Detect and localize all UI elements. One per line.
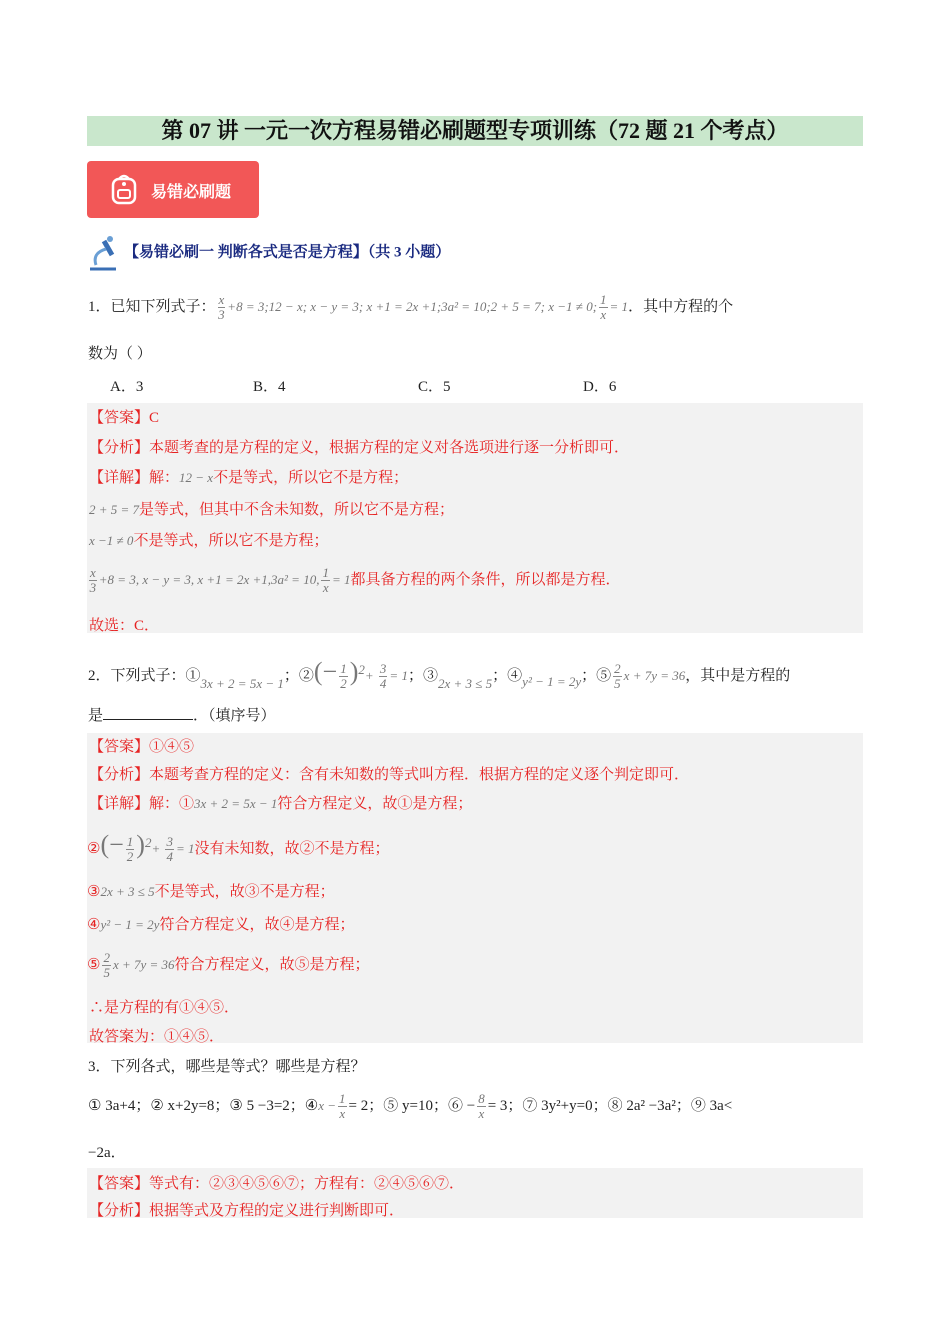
q3-expressions-line2: −2a．: [88, 1145, 126, 1161]
q2-detail-3: ③2x + 3 ≤ 5不是等式，故③不是方程；: [87, 884, 335, 900]
q3-stem: 3．下列各式，哪些是等式？哪些是方程？: [88, 1059, 366, 1075]
q2-answer: 【答案】①④⑤: [89, 739, 195, 755]
q1-conclusion: 故选：C．: [89, 618, 160, 634]
q1-suffix: ．其中方程的个: [628, 299, 734, 315]
q2-conclusion-2: 故答案为：①④⑤．: [89, 1029, 225, 1045]
page-title: 第 07 讲 一元一次方程易错必刷题型专项训练（72 题 21 个考点）: [87, 116, 863, 146]
q2-stem: 2．下列式子：①3x + 2 = 5x − 1；②(− $\frac{1}{2}$ )$^2$+ $\frac{3}{4}$ = 1；③2x + 3 ≤ 5；④y² − 1 = 2y；⑤ $\frac{2}{5}$ x + 7y = 36，其中是方程的: [88, 657, 791, 692]
q1-detail-4: $\frac{x}{3}$ +8 = 3, x − y = 3, x +1 = 2x +1,3a² = 10, $\frac{1}{x}$ = 1都具备方程的两个条件，所以都是方程．: [89, 565, 621, 596]
microscope-icon: [86, 235, 124, 271]
q2-analysis: 【分析】本题考查方程的定义：含有未知数的等式叫方程．根据方程的定义逐个判定即可．: [89, 767, 690, 783]
answer-blank: [103, 719, 193, 720]
fraction: $\frac{x}{3}$: [218, 292, 225, 323]
q1-detail-3: x −1 ≠ 0不是等式，所以它不是方程；: [89, 533, 329, 549]
badge-label: 易错必刷题: [151, 182, 232, 201]
q1-stem-line2: 数为（ ）: [88, 346, 152, 362]
q3-answer: 【答案】等式有：②③④⑤⑥⑦；方程有：②④⑤⑥⑦．: [89, 1176, 465, 1192]
q1-detail-2: 2 + 5 = 7是等式，但其中不含未知数，所以它不是方程；: [89, 502, 455, 518]
q2-detail-4: ④y² − 1 = 2y符合方程定义，故④是方程；: [87, 917, 355, 933]
q1-answer: 【答案】C: [89, 410, 160, 426]
option-c: C．5: [418, 379, 451, 395]
q2-detail-2: ②(− $\frac{1}{2}$ )$^2$+ $\frac{3}{4}$ = 1没有未知数，故②不是方程；: [87, 830, 390, 865]
q1-answer-block: [87, 403, 863, 633]
q1-detail-1: 【详解】解：12 − x不是等式，所以它不是方程；: [89, 470, 409, 486]
q2-detail-5: ⑤ $\frac{2}{5}$ x + 7y = 36符合方程定义，故⑤是方程；: [87, 950, 370, 981]
q1-analysis: 【分析】本题考查的是方程的定义，根据方程的定义对各选项进行逐一分析即可．: [89, 440, 630, 456]
section-badge: [87, 161, 259, 218]
q1-math: = 1: [609, 299, 629, 314]
q2-stem-line2: 是 ．（填序号）: [88, 708, 276, 724]
q2-answer-block: [87, 733, 863, 1043]
option-a: A．3: [110, 379, 144, 395]
section-heading-text: 【易错必刷一 判断各式是否是方程】（共 3 小题）: [124, 244, 451, 261]
q2-conclusion-1: ∴是方程的有①④⑤．: [89, 1000, 240, 1016]
option-d: D．6: [583, 379, 617, 395]
q1-stem: [88, 288, 733, 326]
section-heading: [86, 235, 450, 271]
q3-answer-block: [87, 1168, 863, 1218]
q1-prefix: 1．已知下列式子：: [88, 299, 216, 315]
q2-detail-1: 【详解】解：①3x + 2 = 5x − 1符合方程定义，故①是方程；: [89, 796, 473, 812]
q1-math: +8 = 3;12 − x; x − y = 3; x +1 = 2x +1;3a² = 10;2 + 5 = 7; x −1 ≠ 0;: [227, 299, 598, 314]
q3-expressions: ① 3a+4；② x+2y=8；③ 5 −3=2；④x − $\frac{1}{x}$ = 2；⑤ y=10；⑥ − $\frac{8}{x}$ = 3；⑦ 3y²+y=0；⑧ 2a² −3a²；⑨ 3a<: [88, 1091, 733, 1122]
fraction: $\frac{1}{x}$: [600, 292, 607, 323]
q3-analysis: 【分析】根据等式及方程的定义进行判断即可．: [89, 1203, 405, 1219]
option-b: B．4: [253, 379, 286, 395]
backpack-icon: [109, 173, 139, 205]
